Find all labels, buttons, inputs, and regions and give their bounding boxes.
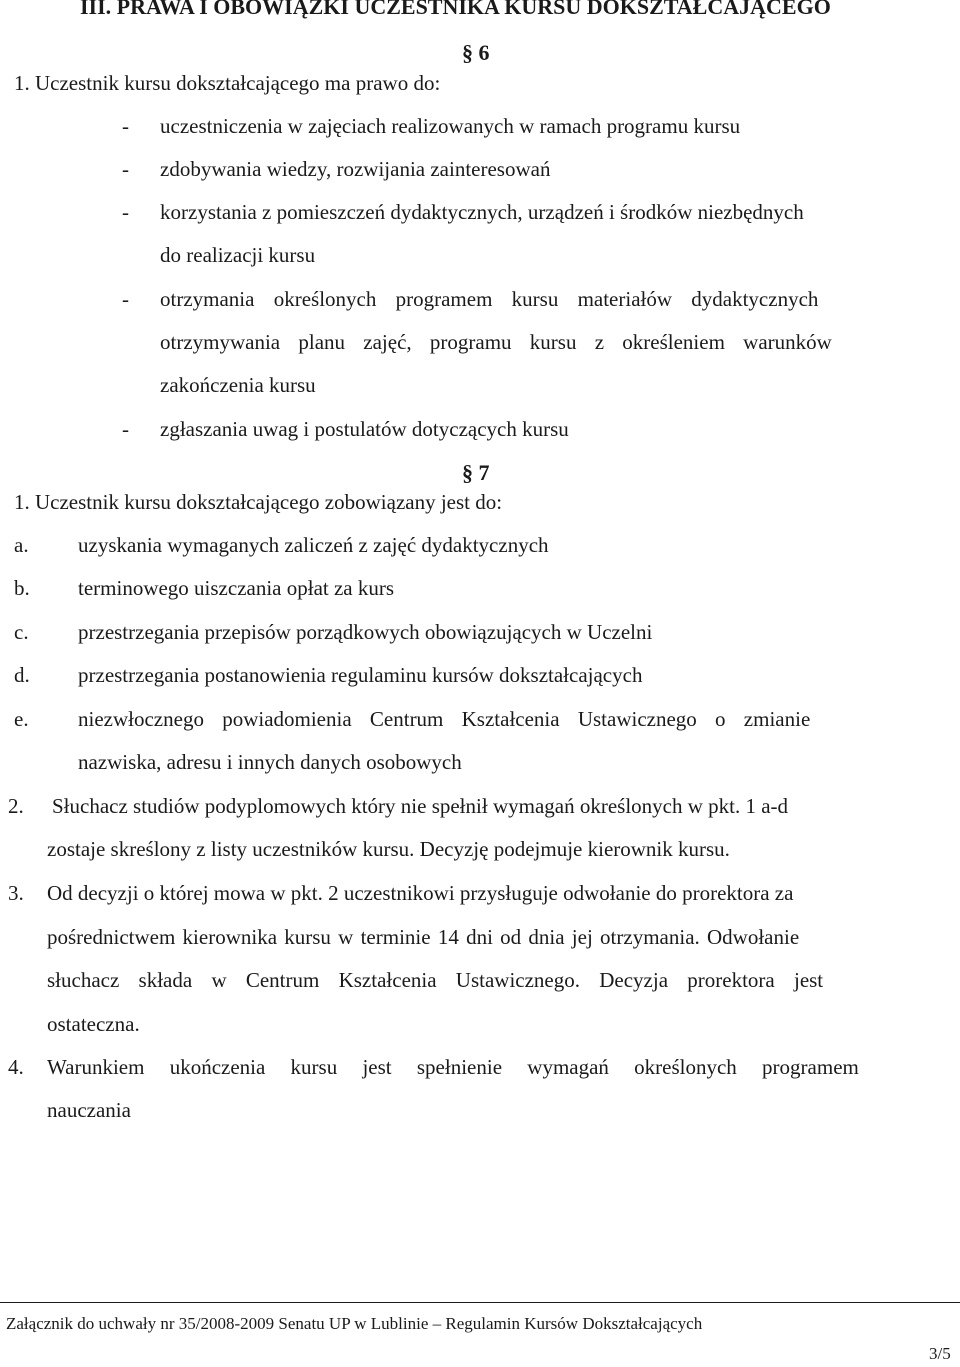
obligation-d: przestrzegania postanowienia regulaminu kursów dokształcających (78, 663, 643, 687)
item-3-number: 3. (8, 881, 24, 905)
right-2: zdobywania wiedzy, rozwijania zainteresowań (160, 157, 551, 181)
item-2-line-2: zostaje skreślony z listy uczestników kursu. Decyzję podejmuje kierownik kursu. (47, 837, 730, 861)
dash-3: - (122, 200, 129, 224)
obligation-e: niezwłocznego powiadomienia Centrum Kształcenia Ustawicznego o zmianie (78, 707, 811, 731)
item-2-number: 2. (8, 794, 24, 818)
obligation-b-letter: b. (14, 576, 30, 600)
item-3-line-3: słuchacz składa w Centrum Kształcenia Ustawicznego. Decyzja prorektora jest (47, 968, 824, 992)
right-4-cont: otrzymywania planu zajęć, programu kursu z określeniem warunków (160, 330, 832, 354)
section-7-heading: § 7 (462, 460, 490, 485)
obligation-e-letter: e. (14, 707, 29, 731)
dash-2: - (122, 157, 129, 181)
obligation-b: terminowego uiszczania opłat za kurs (78, 576, 395, 600)
item-3-line-2: pośrednictwem kierownika kursu w terminie 14 dni od dnia jej otrzymania. Odwołanie (47, 925, 800, 949)
obligation-c-letter: c. (14, 620, 29, 644)
footer-divider (0, 1302, 960, 1303)
item-4-line-1: Warunkiem ukończenia kursu jest spełnienie wymagań określonych programem (47, 1055, 859, 1079)
dash-4: - (122, 287, 129, 311)
section-6-heading: § 6 (462, 40, 490, 65)
obligation-c: przestrzegania przepisów porządkowych obowiązujących w Uczelni (78, 620, 653, 644)
chapter-title: III. PRAWA I OBOWIĄZKI UCZESTNIKA KURSU DOKSZTAŁCAJĄCEGO (80, 0, 831, 19)
item-3-line-4: ostateczna. (47, 1012, 140, 1036)
footer-text: Załącznik do uchwały nr 35/2008-2009 Senatu UP w Lublinie – Regulamin Kursów Dokształcających (6, 1314, 703, 1333)
right-1: uczestniczenia w zajęciach realizowanych w ramach programu kursu (160, 114, 741, 138)
right-4-text: otrzymania określonych programem kursu materiałów dydaktycznych (160, 287, 819, 311)
obligation-a-letter: a. (14, 533, 29, 557)
right-4-cont-2: zakończenia kursu (160, 373, 316, 397)
obligation-a: uzyskania wymaganych zaliczeń z zajęć dydaktycznych (78, 533, 549, 557)
dash-1: - (122, 114, 129, 138)
item-3-line-1: Od decyzji o której mowa w pkt. 2 uczestnikowi przysługuje odwołanie do prorektora za (47, 881, 794, 905)
right-3: korzystania z pomieszczeń dydaktycznych, urządzeń i środków niezbędnych (160, 200, 804, 224)
page-number: 3/5 (929, 1344, 951, 1363)
right-3-cont: do realizacji kursu (160, 243, 316, 267)
section-6-item-1: 1. Uczestnik kursu dokształcającego ma prawo do: (14, 71, 441, 95)
obligation-d-letter: d. (14, 663, 30, 687)
right-4 (160, 286, 955, 312)
right-5: zgłaszania uwag i postulatów dotyczących kursu (160, 417, 569, 441)
item-2-line-1: Słuchacz studiów podyplomowych który nie spełnił wymagań określonych w pkt. 1 a-d (52, 794, 789, 818)
obligation-e-cont: nazwiska, adresu i innych danych osobowych (78, 750, 462, 774)
item-4-line-2: nauczania (47, 1098, 131, 1122)
dash-5: - (122, 417, 129, 441)
section-7-item-1: 1. Uczestnik kursu dokształcającego zobowiązany jest do: (14, 490, 503, 514)
item-4-number: 4. (8, 1055, 24, 1079)
